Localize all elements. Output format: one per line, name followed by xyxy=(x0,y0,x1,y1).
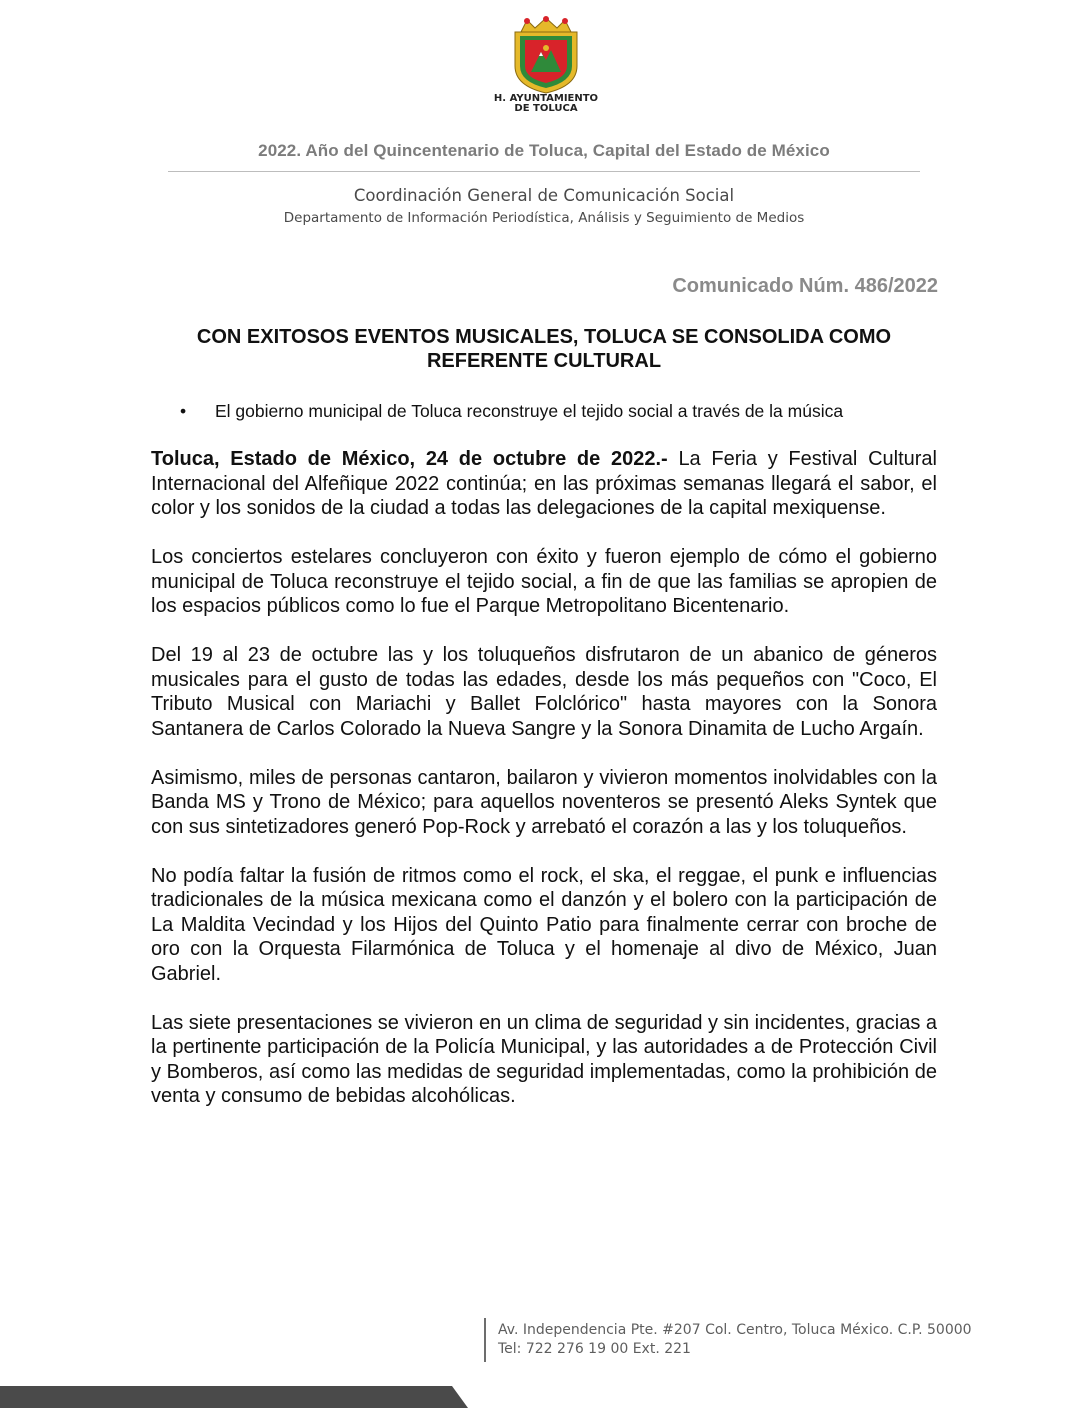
footer-bar xyxy=(0,1386,1088,1408)
year-motto: 2022. Año del Quincentenario de Toluca, Capital del Estado de México xyxy=(258,141,830,160)
bullet-text: El gobierno municipal de Toluca reconstruye el tejido social a través de la música xyxy=(215,401,844,421)
paragraph-6: Las siete presentaciones se vivieron en un clima de seguridad y sin incidentes, gracias a la pertinente participación de la Policía Municipal, y las autoridades a de Protección Civil y Bomberos, así como las medidas de seguridad implementadas, como la prohibición de venta y consumo de bebidas alcohólicas. xyxy=(151,1011,937,1107)
footer-contact xyxy=(498,1321,972,1359)
header-divider xyxy=(168,171,920,172)
headline-line-1: CON EXITOSOS EVENTOS MUSICALES, TOLUCA SE CONSOLIDA COMO xyxy=(196,326,892,348)
headline-line-2: REFERENTE CULTURAL xyxy=(426,350,662,372)
paragraph-2: Los conciertos estelares concluyeron con éxito y fueron ejemplo de cómo el gobierno municipal de Toluca reconstruye el tejido social, a fin de que las familias se apropien de los espacios públicos como lo fue el Parque Metropolitano Bicentenario. xyxy=(151,546,937,617)
logo-caption-line2: DE TOLUCA xyxy=(514,103,578,114)
article-body xyxy=(151,447,937,1133)
paragraph-5: No podía faltar la fusión de ritmos como el rock, el ska, el reggae, el punk e influencias tradicionales de la música mexicana como el danzón y el bolero con la participación de La Maldita Vecindad y los Hijos del Quinto Patio para finalmente cerrar con broche de oro con la Orquesta Filarmónica de Toluca y el homenaje al divo de México, Juan Gabriel. xyxy=(151,864,937,985)
dateline: Toluca, Estado de México, 24 de octubre de 2022.- xyxy=(151,448,668,470)
footer-phone: Tel: 722 276 19 00 Ext. 221 xyxy=(498,1341,691,1357)
coordination-title: Coordinación General de Comunicación Social xyxy=(353,186,735,205)
bullet-dot-icon: • xyxy=(180,401,187,421)
headline xyxy=(150,325,938,373)
crest-icon xyxy=(503,16,589,94)
paragraph-1 xyxy=(151,447,937,521)
paragraph-4: Asimismo, miles de personas cantaron, bailaron y vivieron momentos inolvidables con la Banda MS y Trono de México; para aquellos noventeros se presentó Aleks Syntek que con sus sintetizadores generó Pop-Rock y arrebató el corazón a las y los toluqueños. xyxy=(151,766,937,838)
department-subtitle: Departamento de Información Periodística, Análisis y Seguimiento de Medios xyxy=(283,210,805,226)
communique-number: Comunicado Núm. 486/2022 xyxy=(672,275,938,297)
paragraph-3: Del 19 al 23 de octubre las y los toluqueños disfrutaron de un abanico de géneros musicales para el gusto de todas las edades, desde los más pequeños con "Coco, El Tributo Musical con Mariachi y Ballet Folclórico" hasta mayores con la Sonora Santanera de Carlos Colorado la Nueva Sangre y la Sonora Dinamita de Lucho Argaín. xyxy=(151,644,937,740)
footer-address: Av. Independencia Pte. #207 Col. Centro, Toluca México. C.P. 50000 xyxy=(498,1322,972,1338)
footer-divider xyxy=(484,1318,486,1362)
paragraph-1-text: La Feria y Festival Cultural Internacional del Alfeñique 2022 continúa; en las próximas semanas llegará el sabor, el color y los sonidos de la ciudad a todas las delegaciones de la capital mexiquense. xyxy=(151,448,937,519)
municipal-crest-logo xyxy=(490,16,602,120)
logo-caption-line1: H. AYUNTAMIENTO xyxy=(493,93,599,104)
